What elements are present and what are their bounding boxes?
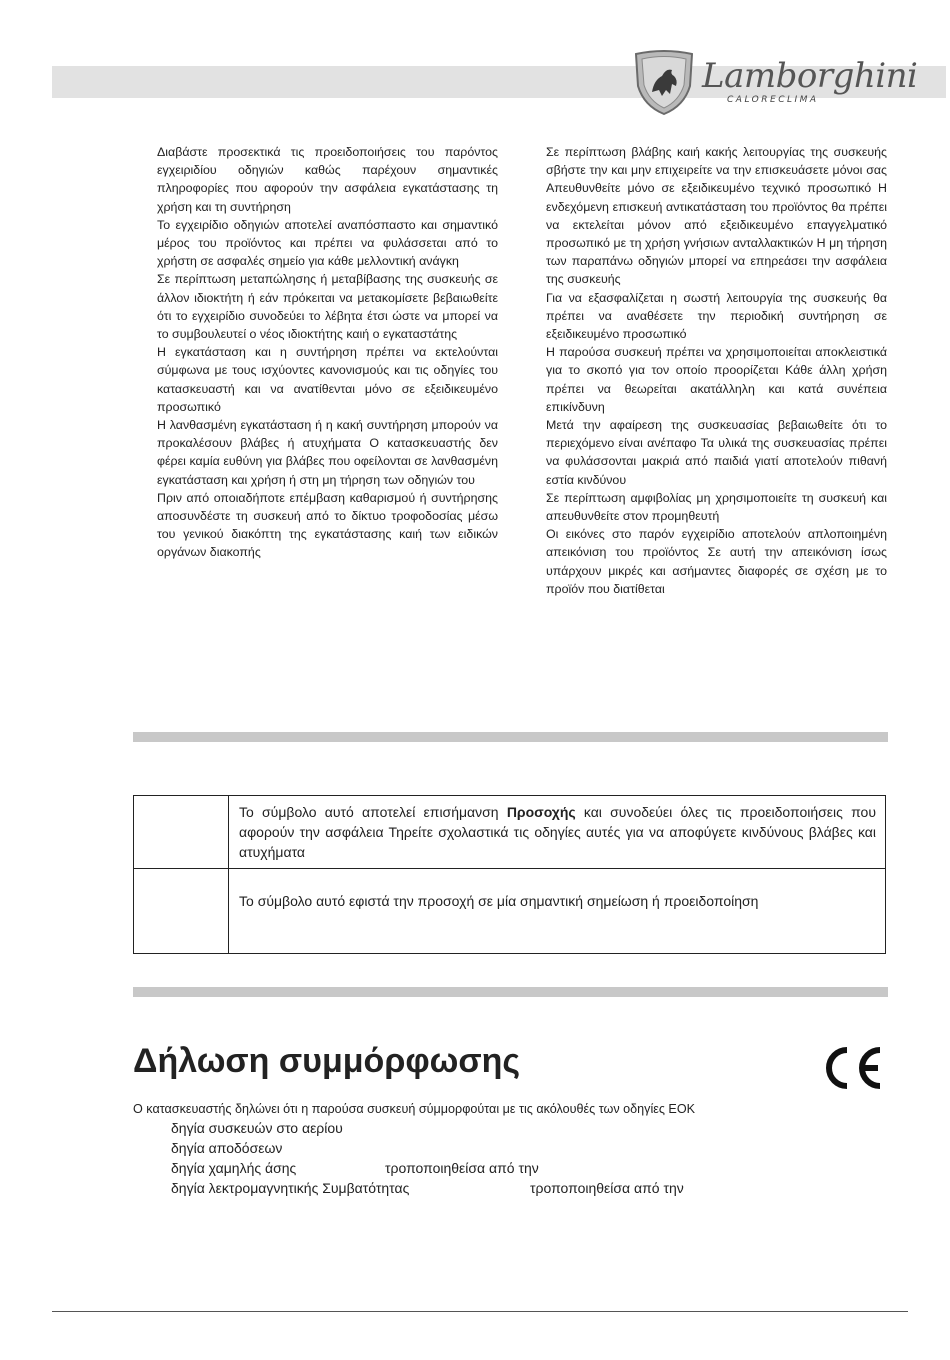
- directive-gas-appliances: δηγία συσκευών στο αερίου: [171, 1120, 343, 1136]
- table-row: [134, 869, 886, 954]
- symbol-description-warning: Το σύμβολο αυτό αποτελεί επισήμανση Προσοχής και συνοδεύει όλες τις προειδοποιήσεις που αφορούν την ασφάλεια Τηρείτε σχολαστικά τις οδηγίες αυτές για να αποφύγετε κινδύνους βλάβες και ατυχήματα: [229, 796, 886, 869]
- paragraph: Η εγκατάσταση και η συντήρηση πρέπει να εκτελούνται σύμφωνα με τους ισχύοντες κανονισμούς και τις οδηγίες του κατασκευαστή και να ανατίθενται μόνο σε εξειδικευμένο προσωπικό: [157, 345, 498, 414]
- declaration-intro: Ο κατασκευαστής δηλώνει ότι η παρούσα συσκευή σύμμορφούται με τις ακόλουθές των οδηγίες ΕΟΚ: [133, 1102, 696, 1116]
- paragraph: Το εγχειρίδιο οδηγιών αποτελεί αναπόσπαστο και σημαντικό μέρος του προϊόντος και πρέπει να φυλάσσεται από το χρήστη σε ασφαλές σημείο για κάθε μελλοντική ανάγκη: [157, 217, 498, 269]
- ce-mark-icon: [822, 1046, 884, 1090]
- directive-low-voltage: δηγία χαμηλής άσης: [171, 1160, 297, 1176]
- symbol-description-note: Το σύμβολο αυτό εφιστά την προσοχή σε μία σημαντική σημείωση ή προειδοποίηση: [229, 869, 886, 954]
- paragraph: Για να εξασφαλίζεται η σωστή λειτουργία της συσκευής θα πρέπει να αναθέσετε την περιοδική συντήρηση σε εξειδικευμένο προσωπικό: [546, 290, 887, 342]
- paragraph: Οι εικόνες στο παρόν εγχειρίδιο αποτελούν απλοποιημένη απεικόνιση του προϊόντος Σε αυτή την απεικόνιση ίσως υπάρχουν μικρές και ασήμαντες διαφορές σε σχέση με το προϊόν που διατίθεται: [546, 527, 887, 596]
- directive-low-voltage-amendment: τροποποιηθείσα από την: [385, 1160, 539, 1176]
- paragraph: Σε περίπτωση αμφιβολίας μη χρησιμοποιείτε τη συσκευή και απευθυνθείτε στον προμηθευτή: [546, 490, 887, 524]
- bull-shield-icon: [632, 50, 696, 116]
- intro-column-right: [546, 143, 887, 598]
- declaration-title: Δήλωση συμμόρφωσης: [133, 1042, 521, 1080]
- table-row: [134, 796, 886, 869]
- brand-name: Lamborghini: [702, 56, 918, 96]
- paragraph: Σε περίπτωση βλάβης καιή κακής λειτουργίας της συσκευής σβήστε την και μην επιχειρείτε να την επισκευάσετε μόνοι σας Απευθυνθείτε μόνο σε εξειδικευμένο τεχνικό προσωπικό Η ενδεχόμενη επισκευή αντικατάσταση του προϊόντος θα πρέπει να εκτελείται μόνον από εξειδικευμένο επαγγελματικό προσωπικό με τη χρήση γνήσιων ανταλλακτικών Η μη τήρηση των παραπάνω οδηγιών μπορεί να επηρεάσει την ασφάλεια της συσκευής: [546, 145, 887, 287]
- brand-logo: [632, 50, 932, 120]
- section-divider-bar: [133, 732, 888, 742]
- intro-column-left: [157, 143, 498, 562]
- paragraph: Σε περίπτωση μεταπώλησης ή μεταβίβασης της συσκευής σε άλλον ιδιοκτήτη ή εάν πρόκειται να μετακομίσετε βεβαιωθείτε ότι το εγχειρίδιο συνοδεύει το λέβητα έτσι ώστε να μπορεί να το συμβουλευτεί ο νέος ιδιοκτήτης καιή ο εγκαταστάτης: [157, 272, 498, 342]
- directive-emc: δηγία λεκτρομαγνητικής Συμβατότητας: [171, 1180, 410, 1196]
- paragraph: Η λανθασμένη εγκατάσταση ή η κακή συντήρηση μπορούν να προκαλέσουν βλάβες ή ατυχήματα Ο κατασκευαστής δεν φέρει καμία ευθύνη για βλάβες που οφείλονται σε λανθασμένη εγκατάσταση και χρήση ή στη μη τήρηση των οδηγιών του: [157, 418, 498, 487]
- symbols-table: [133, 795, 886, 954]
- section-divider-bar: [133, 987, 888, 997]
- paragraph: Μετά την αφαίρεση της συσκευασίας βεβαιωθείτε ότι το περιεχόμενο είναι ανέπαφο Τα υλικά της συσκευασίας πρέπει να φυλάσσονται μακριά από παιδιά γιατί αποτελούν πιθανή εστία κινδύνου: [546, 418, 887, 487]
- symbol-cell-warning: [134, 796, 229, 869]
- directive-efficiency: δηγία αποδόσεων: [171, 1140, 283, 1156]
- paragraph: Πριν από οποιαδήποτε επέμβαση καθαρισμού ή συντήρησης αποσυνδέστε τη συσκευή από το δίκτυο τροφοδοσίας μέσω του γενικού διακόπτη της εγκατάστασης καιή των ειδικών οργάνων διακοπής: [157, 490, 498, 560]
- directive-emc-amendment: τροποποιηθείσα από την: [530, 1180, 684, 1196]
- symbol-cell-note: [134, 869, 229, 954]
- paragraph: Διαβάστε προσεκτικά τις προειδοποιήσεις του παρόντος εγχειριδίου οδηγιών καθώς παρέχουν σημαντικές πληροφορίες που αφορούν την ασφάλεια εγκατάστασης τη χρήση και τη συντήρηση: [157, 145, 498, 214]
- brand-subtitle: CALORECLIMA: [727, 95, 819, 105]
- footer-rule: [52, 1311, 908, 1312]
- paragraph: Η παρούσα συσκευή πρέπει να χρησιμοποιείται αποκλειστικά για το σκοπό για τον οποίο προορίζεται Κάθε άλλη χρήση πρέπει να θεωρείται ακατάλληλη και κατά συνέπεια επικίνδυνη: [546, 345, 887, 414]
- warning-keyword: Προσοχής: [506, 804, 576, 820]
